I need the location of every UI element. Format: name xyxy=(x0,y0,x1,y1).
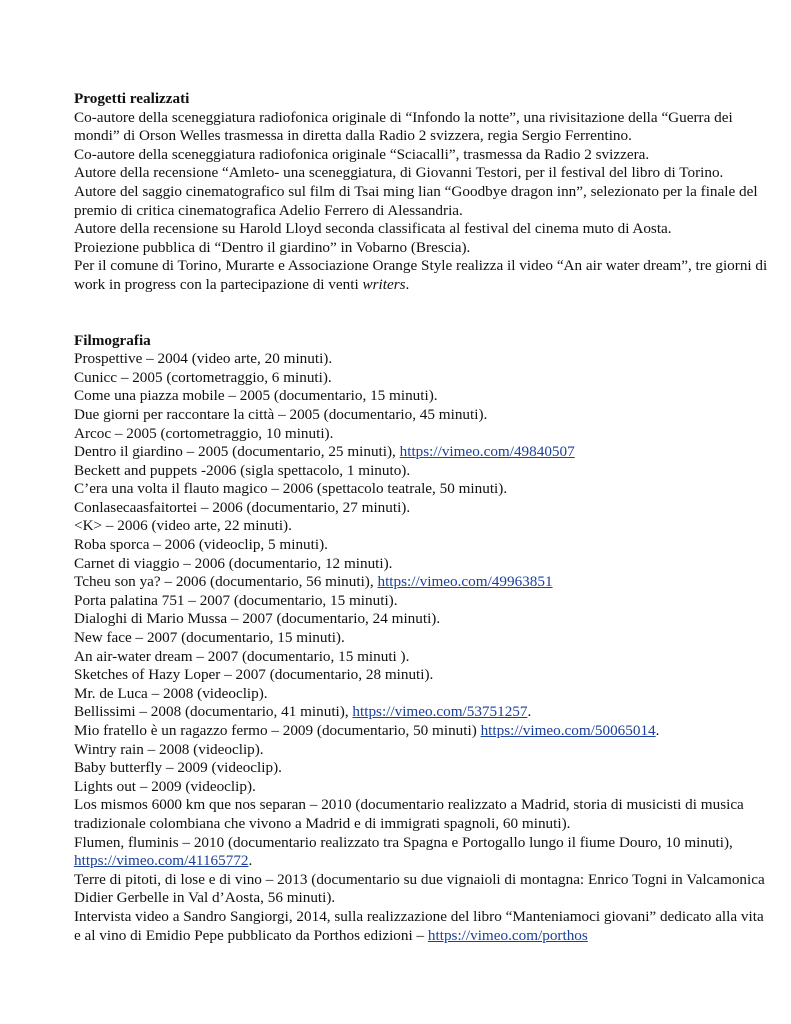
film-entry-text: Beckett and puppets -2006 (sigla spettacolo, 1 minuto). xyxy=(74,461,411,479)
film-entry-text: Roba sporca – 2006 (videoclip, 5 minuti). xyxy=(74,536,328,554)
vimeo-link[interactable]: https://vimeo.com/50065014 xyxy=(480,722,656,739)
film-entry xyxy=(74,741,774,760)
film-entry-text: Los mismos 6000 km que nos separan – 2010 (documentario realizzato a Madrid, storia di musicisti di musica tradizionale colombiana che vivono a Madrid e di immigrati spagnoli, 60 minuti). xyxy=(74,796,744,832)
progetti-item: Autore del saggio cinematografico sul film di Tsai ming lian “Goodbye dragon inn”, selezionato per la finale del premio di critica cinematografica Adelio Ferrero di Alessandria. xyxy=(74,182,758,219)
film-entry xyxy=(74,778,774,797)
film-entry xyxy=(74,406,774,425)
film-entry-text: Mio fratello è un ragazzo fermo – 2009 (documentario, 50 minuti) xyxy=(74,722,481,739)
section-gap xyxy=(74,295,774,332)
film-entry xyxy=(74,425,774,444)
film-entry xyxy=(74,350,774,369)
film-entry xyxy=(74,480,774,499)
film-entry-text: Flumen, fluminis – 2010 (documentario realizzato tra Spagna e Portogallo lungo il fiume Douro, 10 minuti), xyxy=(74,833,733,851)
film-entry-text: Conlasecaasfaitortei – 2006 (documentario, 27 minuti). xyxy=(74,498,411,516)
film-entry xyxy=(74,369,774,388)
film-entry-text: Bellissimi – 2008 (documentario, 41 minuti), xyxy=(74,703,353,721)
film-entry-text: <K> – 2006 (video arte, 22 minuti). xyxy=(74,517,292,535)
film-entry-text: Dialoghi di Mario Mussa – 2007 (documentario, 24 minuti). xyxy=(74,610,441,628)
film-entry xyxy=(74,703,774,722)
film-entry xyxy=(74,555,774,574)
film-entry-text: Intervista video a Sandro Sangiorgi, 2014, sulla realizzazione del libro “Manteniamoci giovani” dedicato alla vita e al vino di Emidio Pepe pubblicato da Porthos edizioni – xyxy=(74,907,764,944)
progetti-item: Autore della recensione “Amleto- una sceneggiatura, di Giovanni Testori, per il festival del libro di Torino. xyxy=(74,164,724,182)
filmografia-list xyxy=(74,350,774,945)
film-entry xyxy=(74,443,774,462)
film-entry-text: Cunicc – 2005 (cortometraggio, 6 minuti). xyxy=(74,368,332,386)
film-entry-text: Baby butterfly – 2009 (videoclip). xyxy=(74,759,282,777)
film-entry-text: Arcoc – 2005 (cortometraggio, 10 minuti). xyxy=(74,424,334,442)
film-entry xyxy=(74,536,774,555)
vimeo-link[interactable]: https://vimeo.com/53751257 xyxy=(352,703,528,721)
progetti-item: Proiezione pubblica di “Dentro il giardino” in Vobarno (Brescia). xyxy=(74,238,471,256)
film-entry-text: C’era una volta il flauto magico – 2006 (spettacolo teatrale, 50 minuti). xyxy=(74,480,508,498)
film-entry xyxy=(74,610,774,629)
film-entry-text: An air-water dream – 2007 (documentario, 15 minuti ). xyxy=(74,647,410,665)
film-entry xyxy=(74,629,774,648)
film-entry-text: Wintry rain – 2008 (videoclip). xyxy=(74,740,264,758)
film-entry xyxy=(74,666,774,685)
film-entry-text: Sketches of Hazy Loper – 2007 (documentario, 28 minuti). xyxy=(74,666,434,684)
film-entry xyxy=(74,592,774,611)
vimeo-link[interactable]: https://vimeo.com/porthos xyxy=(427,926,588,944)
film-entry xyxy=(74,834,774,871)
film-entry xyxy=(74,908,774,945)
progetti-item: Co-autore della sceneggiatura radiofonica originale di “Infondo la notte”, una rivisitazione della “Guerra dei mondi” di Orson Welles trasmessa in diretta dalla Radio 2 svizzera, regia Sergio Ferrentino. xyxy=(74,108,733,145)
progetti-item-text: Per il comune di Torino, Murarte e Associazione Orange Style realizza il video “An air water dream”, tre giorni di work in progress con la partecipazione di venti xyxy=(74,257,768,293)
document-page xyxy=(74,90,774,945)
film-entry-text: Mr. de Luca – 2008 (videoclip). xyxy=(74,684,268,702)
progetti-item-italic: writers xyxy=(362,275,406,293)
film-entry-text: Prospettive – 2004 (video arte, 20 minuti). xyxy=(74,350,333,368)
film-entry-text: Porta palatina 751 – 2007 (documentario, 15 minuti). xyxy=(74,591,398,609)
film-entry xyxy=(74,462,774,481)
film-entry xyxy=(74,573,774,592)
vimeo-link[interactable]: https://vimeo.com/41165772 xyxy=(74,852,249,870)
section-heading-filmografia: Filmografia xyxy=(74,331,151,349)
film-entry-text: Tcheu son ya? – 2006 (documentario, 56 minuti), xyxy=(74,573,378,591)
progetti-item: Autore della recensione su Harold Lloyd seconda classificata al festival del cinema muto di Aosta. xyxy=(74,220,672,238)
progetti-item: Co-autore della sceneggiatura radiofonica originale “Sciacalli”, trasmessa da Radio 2 svizzera. xyxy=(74,145,650,163)
film-entry xyxy=(74,387,774,406)
film-entry-text: Due giorni per raccontare la città – 2005 (documentario, 45 minuti). xyxy=(74,405,488,423)
film-entry xyxy=(74,685,774,704)
progetti-list xyxy=(74,109,774,295)
section-heading-progetti: Progetti realizzati xyxy=(74,90,190,107)
film-entry xyxy=(74,871,774,908)
film-entry-end: . xyxy=(655,722,660,739)
film-entry-text: Carnet di viaggio – 2006 (documentario, 12 minuti). xyxy=(74,554,393,572)
film-entry-text: Lights out – 2009 (videoclip). xyxy=(74,777,256,795)
film-entry-text: New face – 2007 (documentario, 15 minuti). xyxy=(74,629,345,647)
film-entry xyxy=(74,796,774,833)
film-entry-text: Come una piazza mobile – 2005 (documentario, 15 minuti). xyxy=(74,387,438,405)
film-entry xyxy=(74,648,774,667)
film-entry-end: . xyxy=(248,852,253,870)
film-entry xyxy=(74,499,774,518)
film-entry-end: . xyxy=(527,703,532,721)
progetti-item xyxy=(74,257,774,294)
film-entry-text: Terre di pitoti, di lose e di vino – 2013 (documentario su due vignaioli di montagna: Enrico Togni in Valcamonica Didier Gerbelle in Val d’Aosta, 56 minuti). xyxy=(74,870,765,907)
film-entry xyxy=(74,759,774,778)
film-entry-text: Dentro il giardino – 2005 (documentario, 25 minuti), xyxy=(74,443,400,461)
vimeo-link[interactable]: https://vimeo.com/49840507 xyxy=(399,443,575,461)
vimeo-link[interactable]: https://vimeo.com/49963851 xyxy=(377,573,553,591)
film-entry xyxy=(74,722,774,741)
progetti-item-end: . xyxy=(405,275,410,293)
film-entry xyxy=(74,517,774,536)
